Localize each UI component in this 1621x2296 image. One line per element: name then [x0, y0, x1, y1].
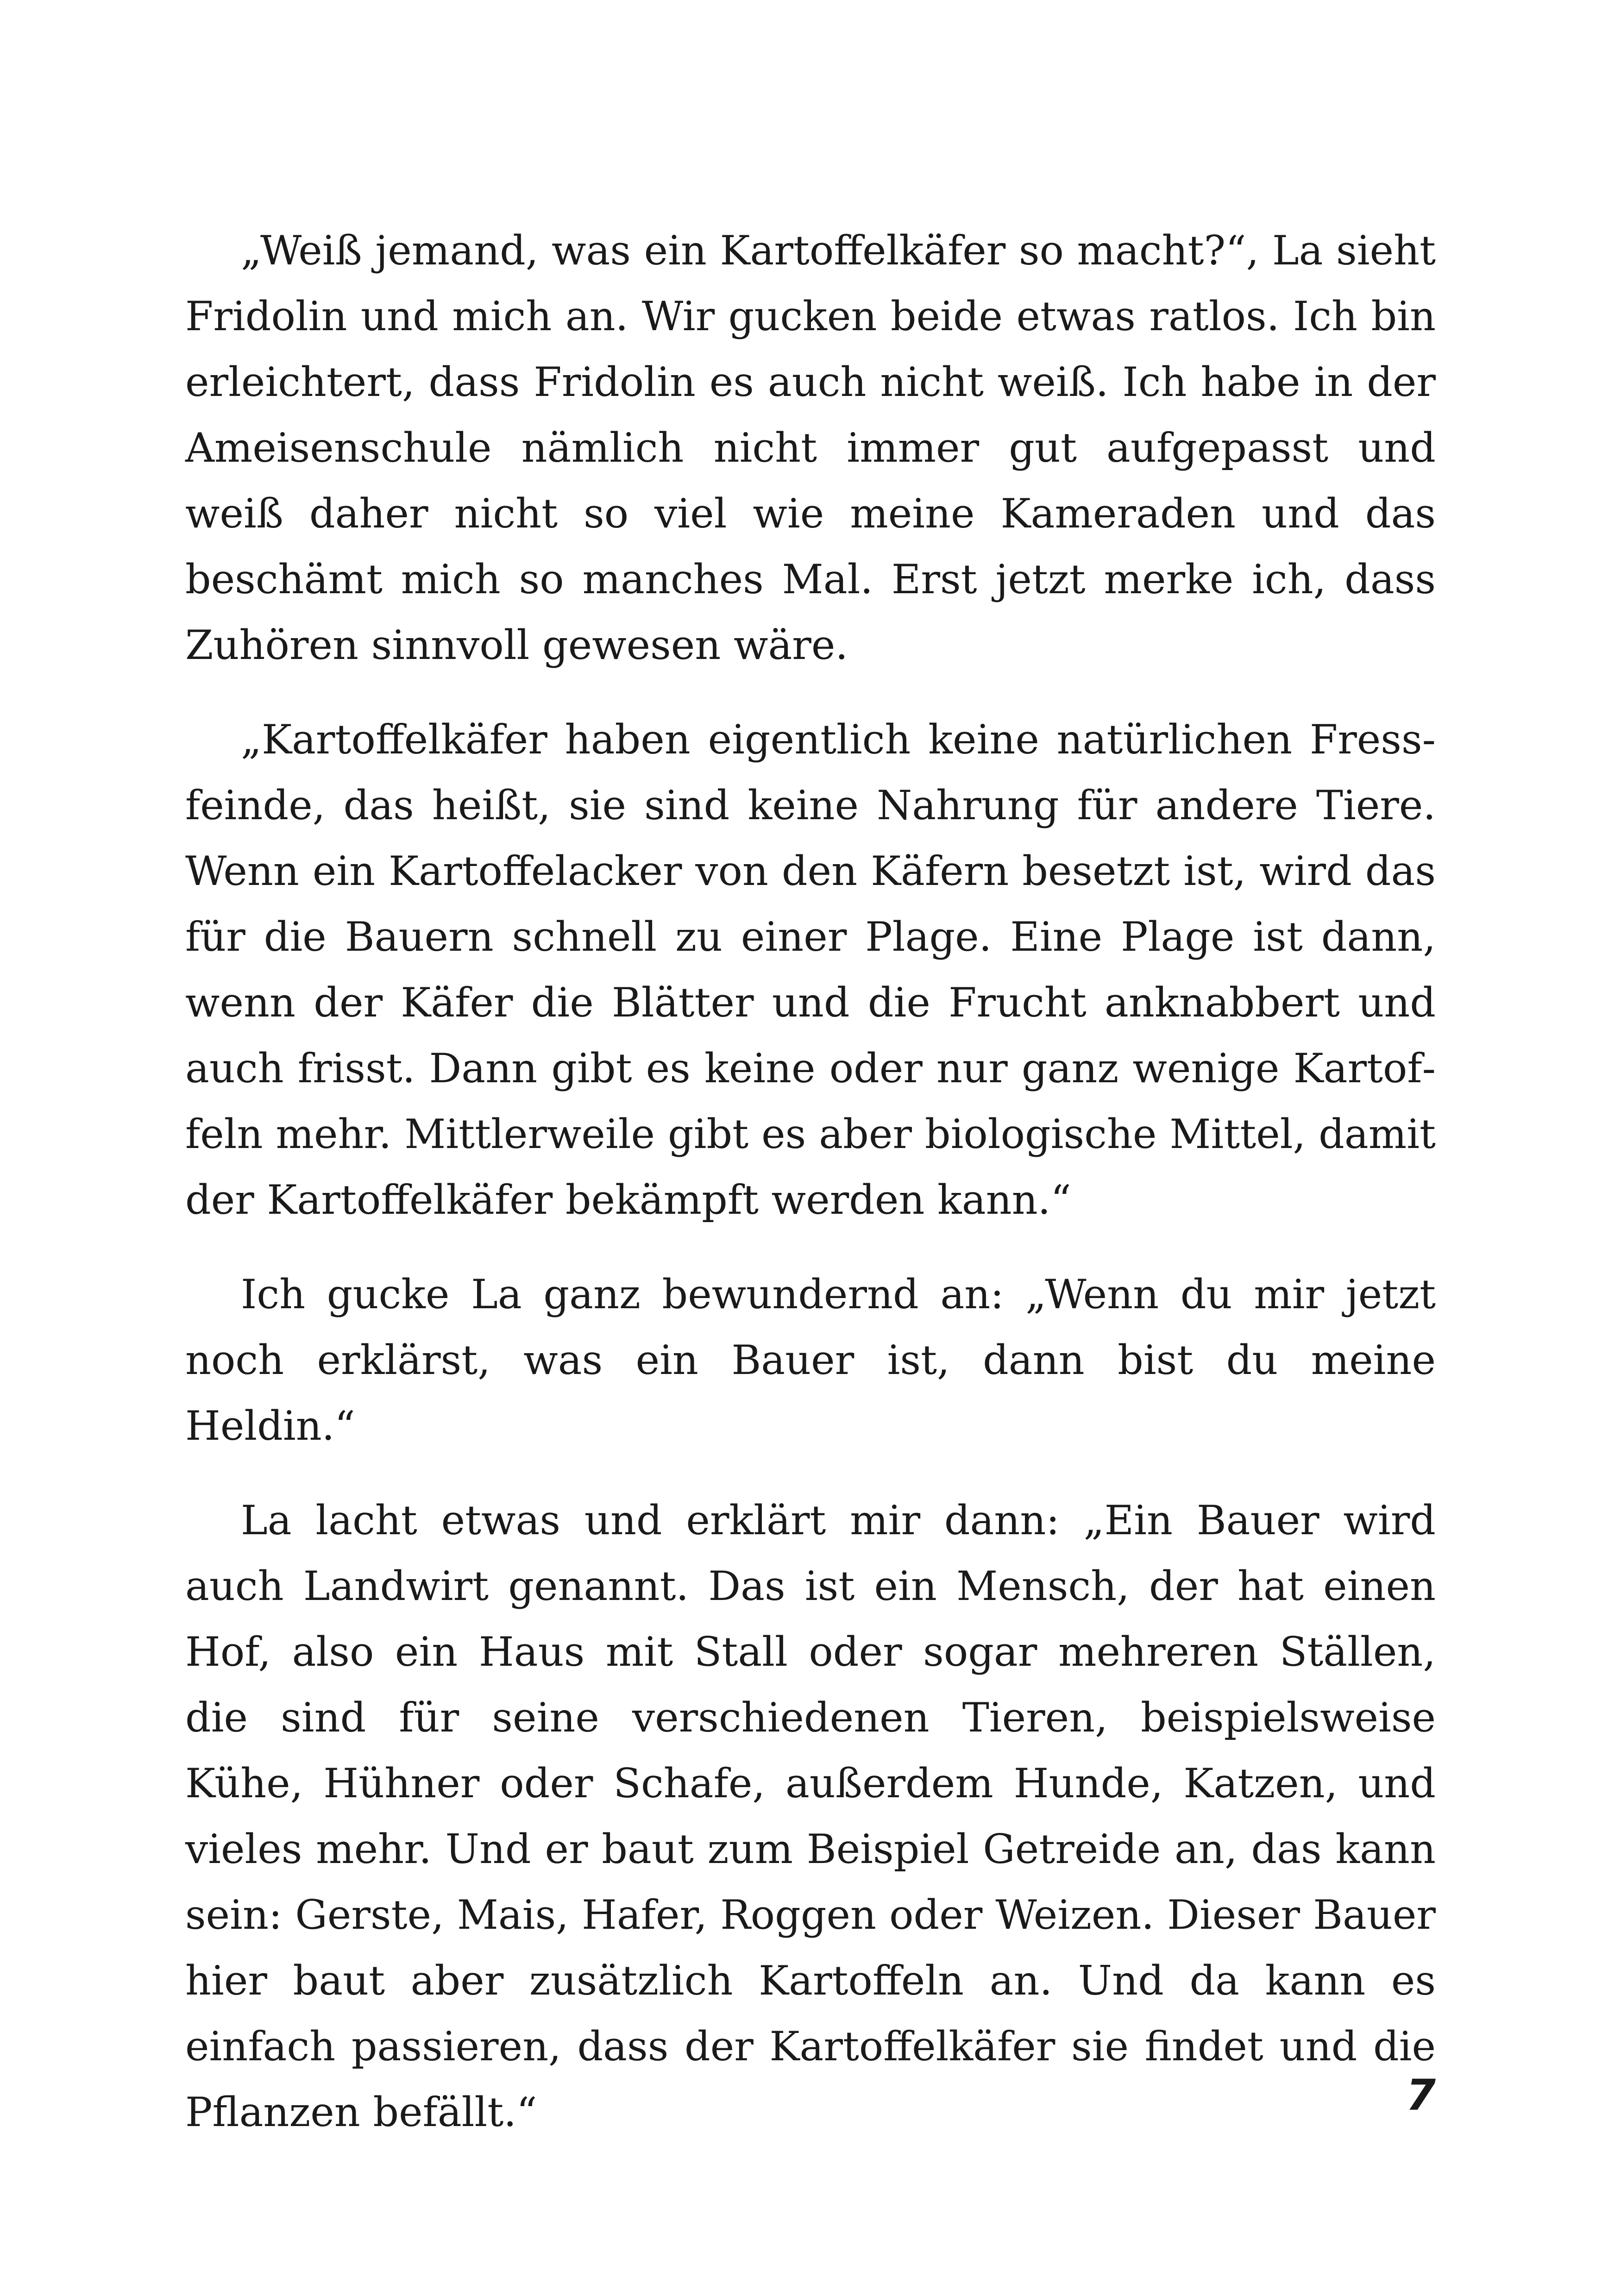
paragraph-3: Ich gucke La ganz bewundernd an: „Wenn du mir jetzt noch erklärst, was ein Bauer ist, dann bist du meine Heldin.“: [185, 1271, 1436, 1449]
paragraph-4: La lacht etwas und erklärt mir dann: „Ein Bauer wird auch Landwirt genannt. Das ist ein Mensch, der hat einen Hof, also ein Haus mit Stall oder sogar mehreren Ställen, die sind für seine verschiedenen Tieren, beispielsweise Kühe, Hühner oder Schafe, außerdem Hunde, Katzen, und vieles mehr. Und er baut zum Beispiel Getreide an, das kann sein: Gerste, Mais, Hafer, Roggen oder Weizen. Dieser Bauer hier baut aber zusätzlich Kartoffeln an. Und da kann es einfach passieren, dass der Kartoffelkäfer sie findet und die Pflanzen befällt.“: [185, 1497, 1436, 2136]
page-body: [185, 218, 1436, 2174]
paragraph-2: „Kartoffelkäfer haben eigentlich keine natürlichen Fressfeinde, das heißt, sie sind keine Nahrung für andere Tiere. Wenn ein Kartoffelacker von den Käfern besetzt ist, wird das für die Bauern schnell zu einer Plage. Eine Plage ist dann, wenn der Käfer die Blätter und die Frucht anknabbert und auch frisst. Dann gibt es keine oder nur ganz wenige Kartoffeln mehr. Mittlerweile gibt es aber biologische Mittel, damit der Kartoffelkäfer bekämpft werden kann.“: [185, 716, 1436, 1223]
page-number: 7: [1406, 2070, 1436, 2120]
paragraph-1: „Weiß jemand, was ein Kartoffelkäfer so macht?“, La sieht Fridolin und mich an. Wir gucken beide etwas ratlos. Ich bin erleichtert, dass Fridolin es auch nicht weiß. Ich habe in der Ameisenschule nämlich nicht immer gut aufgepasst und weiß daher nicht so viel wie meine Kameraden und das beschämt mich so manches Mal. Erst jetzt merke ich, dass Zuhören sinnvoll gewesen wäre.: [185, 227, 1436, 669]
